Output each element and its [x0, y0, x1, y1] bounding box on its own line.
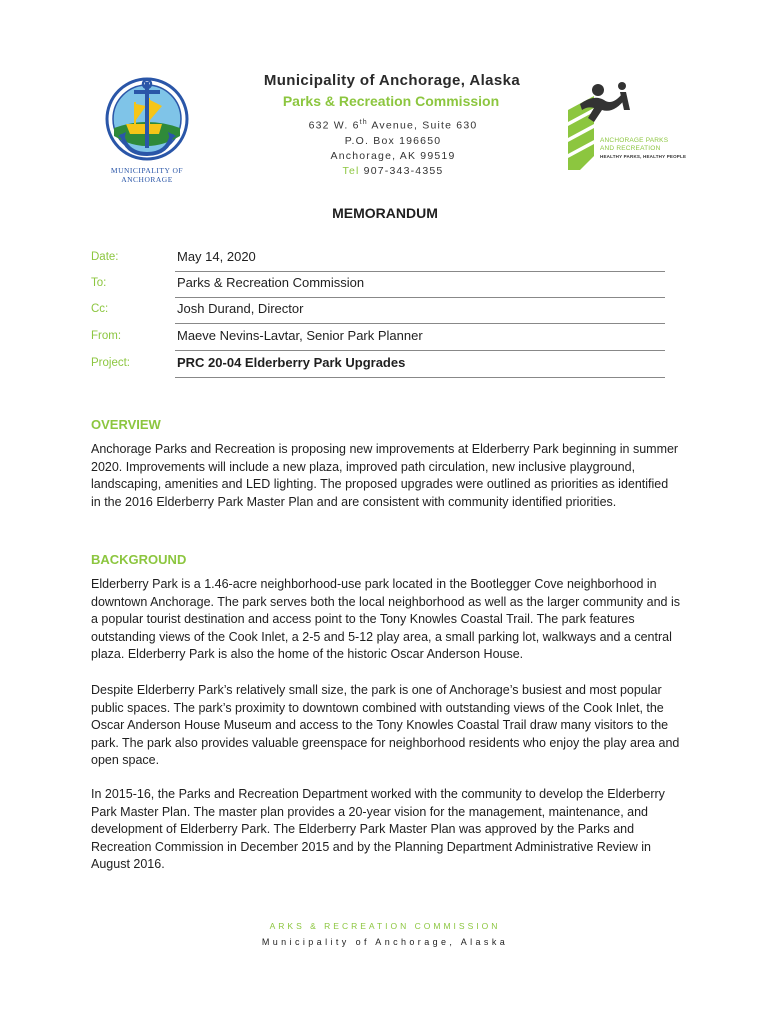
logo-text-line1: ANCHORAGE PARKS — [600, 137, 669, 144]
overview-paragraph: Anchorage Parks and Recreation is proposing new improvements at Elderberry Park beginning in summer 2020. Improvements will include a new plaza, improved path circulation, new inclusive playground, landscaping, amenities and LED lighting. The proposed upgrades were outlined as priorities as identified in the 2016 Elderberry Park Master Plan and are consistent with community identified priorities. — [91, 442, 679, 509]
memo-row-from — [91, 325, 665, 351]
memo-value: May 14, 2020 — [177, 249, 256, 264]
divider — [175, 323, 665, 324]
address-line-2: P.O. Box 196650 — [344, 134, 442, 147]
address-line-3: Anchorage, AK 99519 — [330, 149, 456, 162]
memo-row-cc — [91, 298, 665, 324]
memo-label: Project: — [91, 357, 130, 369]
seal-caption-line2: ANCHORAGE — [121, 175, 173, 184]
address-line-1: 632 W. 6th Avenue, Suite 630 — [308, 119, 478, 132]
parks-recreation-logo — [560, 80, 680, 176]
background-heading: BACKGROUND — [91, 552, 187, 567]
memo-label: Date: — [91, 251, 119, 263]
background-paragraph-2: Despite Elderberry Park’s relatively small size, the park is one of Anchorage’s busiest and most popular public spaces. The park’s proximity to downtown combined with outstanding views of the Cook Inlet, the Oscar Anderson House Museum and access to the Tony Knowles Coastal Trail draw many visitors to the park. The park also provides valuable greenspace for neighborhood residents who enjoy the play area and open space. — [91, 683, 680, 768]
seal-caption-line1: MUNICIPALITY OF — [110, 166, 184, 175]
memo-value: PRC 20-04 Elderberry Park Upgrades — [177, 355, 406, 370]
logo-tagline: HEALTHY PARKS, HEALTHY PEOPLE — [600, 154, 687, 159]
overview-heading: OVERVIEW — [91, 417, 161, 432]
memo-row-to — [91, 272, 665, 298]
memo-label: To: — [91, 277, 107, 289]
memo-row-date — [91, 246, 665, 272]
tel-label: Tel — [342, 164, 360, 177]
memo-value: Parks & Recreation Commission — [177, 275, 365, 290]
organization-subtitle: Parks & Recreation Commission — [282, 93, 500, 109]
memo-row-project — [91, 352, 665, 378]
background-paragraph-3: In 2015-16, the Parks and Recreation Department worked with the community to develop the Elderberry Park Master Plan. The master plan provides a 20-year vision for the management, maintenance, and development of Elderberry Park. The Elderberry Park Master Plan was approved by the Parks and Recreation Commission in December 2015 and by the Planning Department Administrative Review in August 2016. — [91, 787, 665, 872]
divider — [175, 350, 665, 351]
footer-line-1: ARKS & RECREATION COMMISSION — [269, 921, 501, 931]
tel-number: 907-343-4355 — [363, 164, 444, 177]
organization-name: Municipality of Anchorage, Alaska — [263, 72, 521, 89]
memo-title: MEMORANDUM — [332, 205, 438, 221]
divider — [175, 377, 665, 378]
logo-text-line2: AND RECREATION — [600, 145, 661, 152]
logo-text — [600, 137, 686, 161]
footer-line-2: Municipality of Anchorage, Alaska — [261, 937, 509, 947]
memo-value: Josh Durand, Director — [177, 301, 304, 316]
memo-label: From: — [91, 330, 122, 342]
memo-label: Cc: — [91, 303, 109, 315]
background-paragraph-1: Elderberry Park is a 1.46-acre neighborhood-use park located in the Bootlegger Cove neighborhood in downtown Anchorage. The park serves both the local neighborhood as well as the larger community and is a popular tourist destination and access point to the Tony Knowles Coastal Trail. The park features outstanding views of the Cook Inlet, a 2-5 and 5-12 play area, a small parking lot, walkways and a central plaza. Elderberry Park is also the home of the historic Oscar Anderson House. — [91, 577, 681, 662]
memo-value: Maeve Nevins-Lavtar, Senior Park Planner — [177, 328, 423, 343]
